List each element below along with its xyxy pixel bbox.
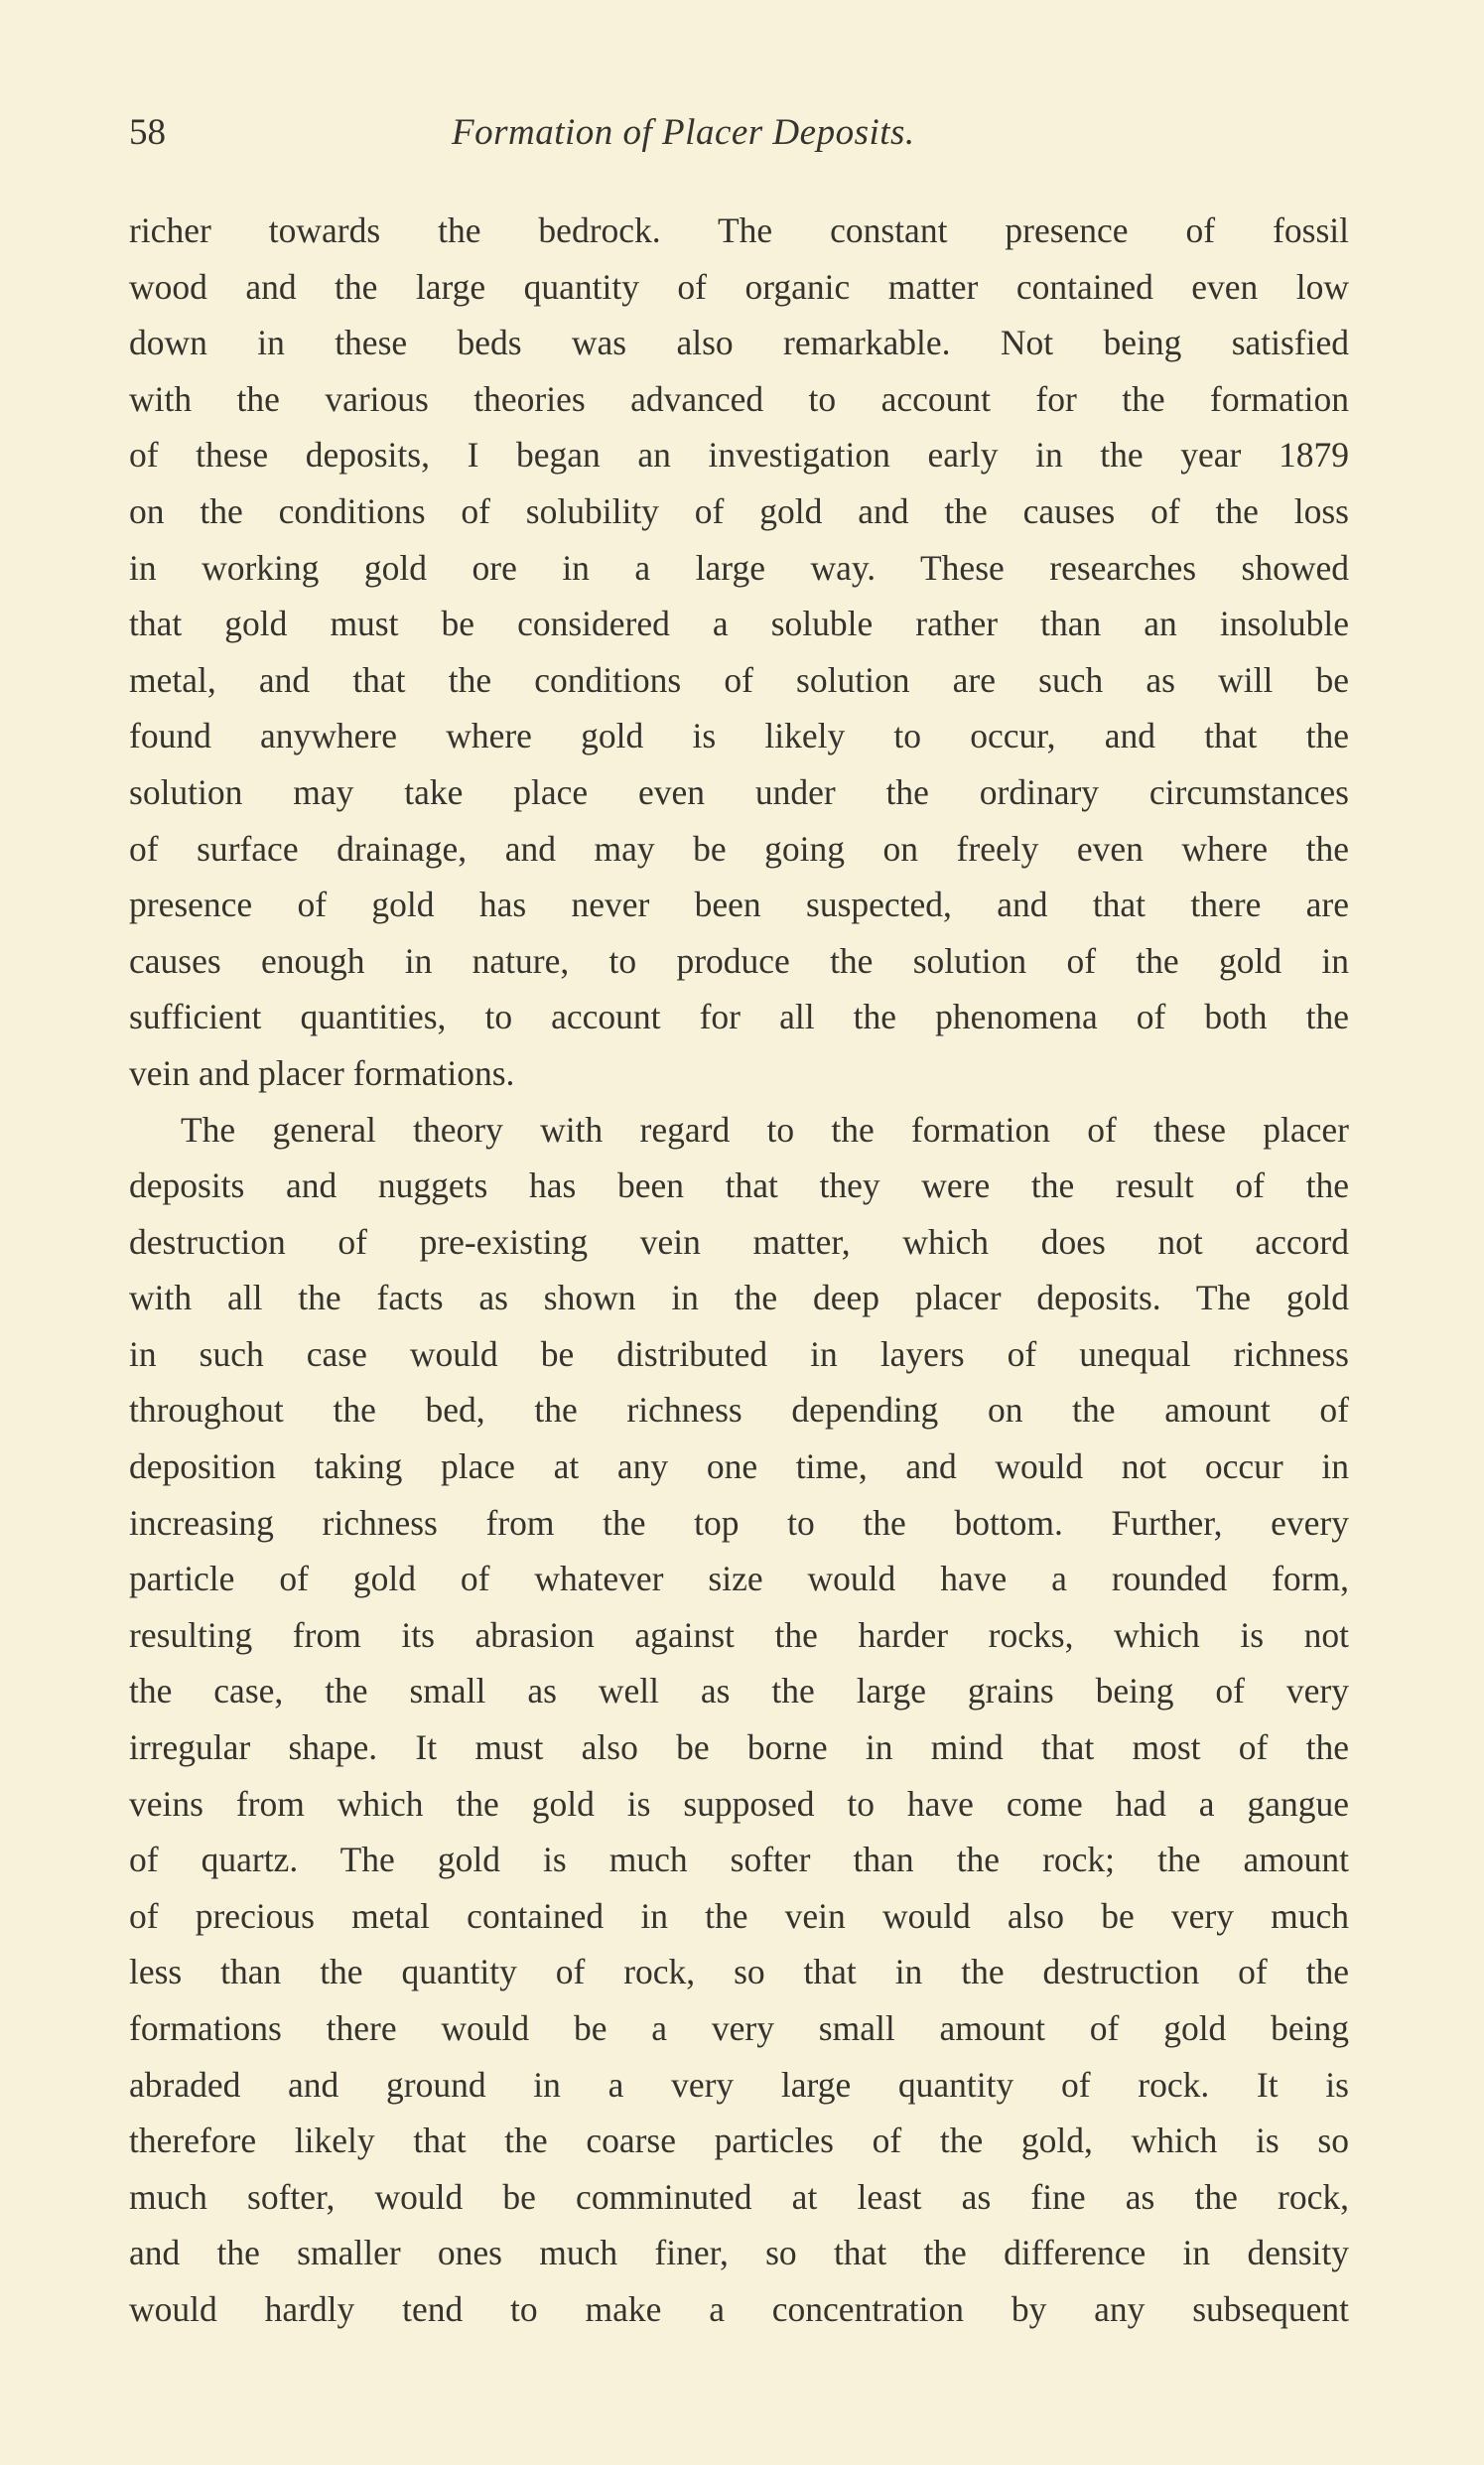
text-line: down in these beds was also remarkable. Not being satisfied xyxy=(129,323,1349,363)
text-line: particle of gold of whatever size would have a rounded form, xyxy=(129,1559,1349,1599)
text-line: deposits and nuggets has been that they were the result of the xyxy=(129,1165,1349,1206)
text-line: therefore likely that the coarse particles of the gold, which is so xyxy=(129,2121,1349,2161)
text-line: would hardly tend to make a concentration by any subsequent xyxy=(129,2288,1349,2329)
text-line: much softer, would be comminuted at least as fine as the rock, xyxy=(129,2176,1349,2217)
text-line: sufficient quantities, to account for all the phenomena of both the xyxy=(129,997,1349,1037)
text-line: that gold must be considered a soluble rather than an insoluble xyxy=(129,604,1349,644)
text-line: found anywhere where gold is likely to occur, and that the xyxy=(129,716,1349,756)
text-line: and the smaller ones much finer, so that the difference in density xyxy=(129,2233,1349,2273)
text-line: throughout the bed, the richness depending on the amount of xyxy=(129,1390,1349,1431)
text-line: increasing richness from the top to the bottom. Further, every xyxy=(129,1502,1349,1543)
text-line: solution may take place even under the ordinary circumstances xyxy=(129,771,1349,812)
running-title: Formation of Placer Deposits. xyxy=(452,112,915,153)
text-line: of these deposits, I began an investigation early in the year 1879 xyxy=(129,435,1349,476)
text-line: resulting from its abrasion against the harder rocks, which is not xyxy=(129,1614,1349,1655)
text-line: vein and placer formations. xyxy=(129,1052,515,1093)
text-line: of precious metal contained in the vein would also be very much xyxy=(129,1895,1349,1936)
text-line: deposition taking place at any one time, and would not occur in xyxy=(129,1446,1349,1487)
text-line: destruction of pre-existing vein matter, which does not accord xyxy=(129,1221,1349,1262)
body-text xyxy=(129,203,1349,2338)
text-line: metal, and that the conditions of solution are such as will be xyxy=(129,659,1349,700)
text-line: irregular shape. It must also be borne in mind that most of the xyxy=(129,1727,1349,1768)
text-line: The general theory with regard to the formation of these placer xyxy=(181,1109,1349,1150)
text-line: less than the quantity of rock, so that in the destruction of the xyxy=(129,1952,1349,1992)
text-line: formations there would be a very small amount of gold being xyxy=(129,2008,1349,2048)
text-line: in such case would be distributed in layers of unequal richness xyxy=(129,1333,1349,1374)
text-line: richer towards the bedrock. The constant presence of fossil xyxy=(129,210,1349,250)
text-line: of quartz. The gold is much softer than the rock; the amount xyxy=(129,1840,1349,1880)
text-line: of surface drainage, and may be going on freely even where the xyxy=(129,828,1349,869)
text-line: wood and the large quantity of organic matter contained even low xyxy=(129,266,1349,307)
text-line: abraded and ground in a very large quantity of rock. It is xyxy=(129,2064,1349,2105)
page-number: 58 xyxy=(129,112,166,153)
text-line: veins from which the gold is supposed to have come had a gangue xyxy=(129,1783,1349,1824)
text-line: with all the facts as shown in the deep placer deposits. The gold xyxy=(129,1278,1349,1318)
text-line: on the conditions of solubility of gold and the causes of the loss xyxy=(129,490,1349,531)
text-line: in working gold ore in a large way. These researches showed xyxy=(129,547,1349,588)
text-line: the case, the small as well as the large grains being of very xyxy=(129,1671,1349,1712)
text-line: with the various theories advanced to account for the formation xyxy=(129,378,1349,419)
text-line: presence of gold has never been suspected, and that there are xyxy=(129,885,1349,925)
text-line: causes enough in nature, to produce the solution of the gold in xyxy=(129,940,1349,981)
